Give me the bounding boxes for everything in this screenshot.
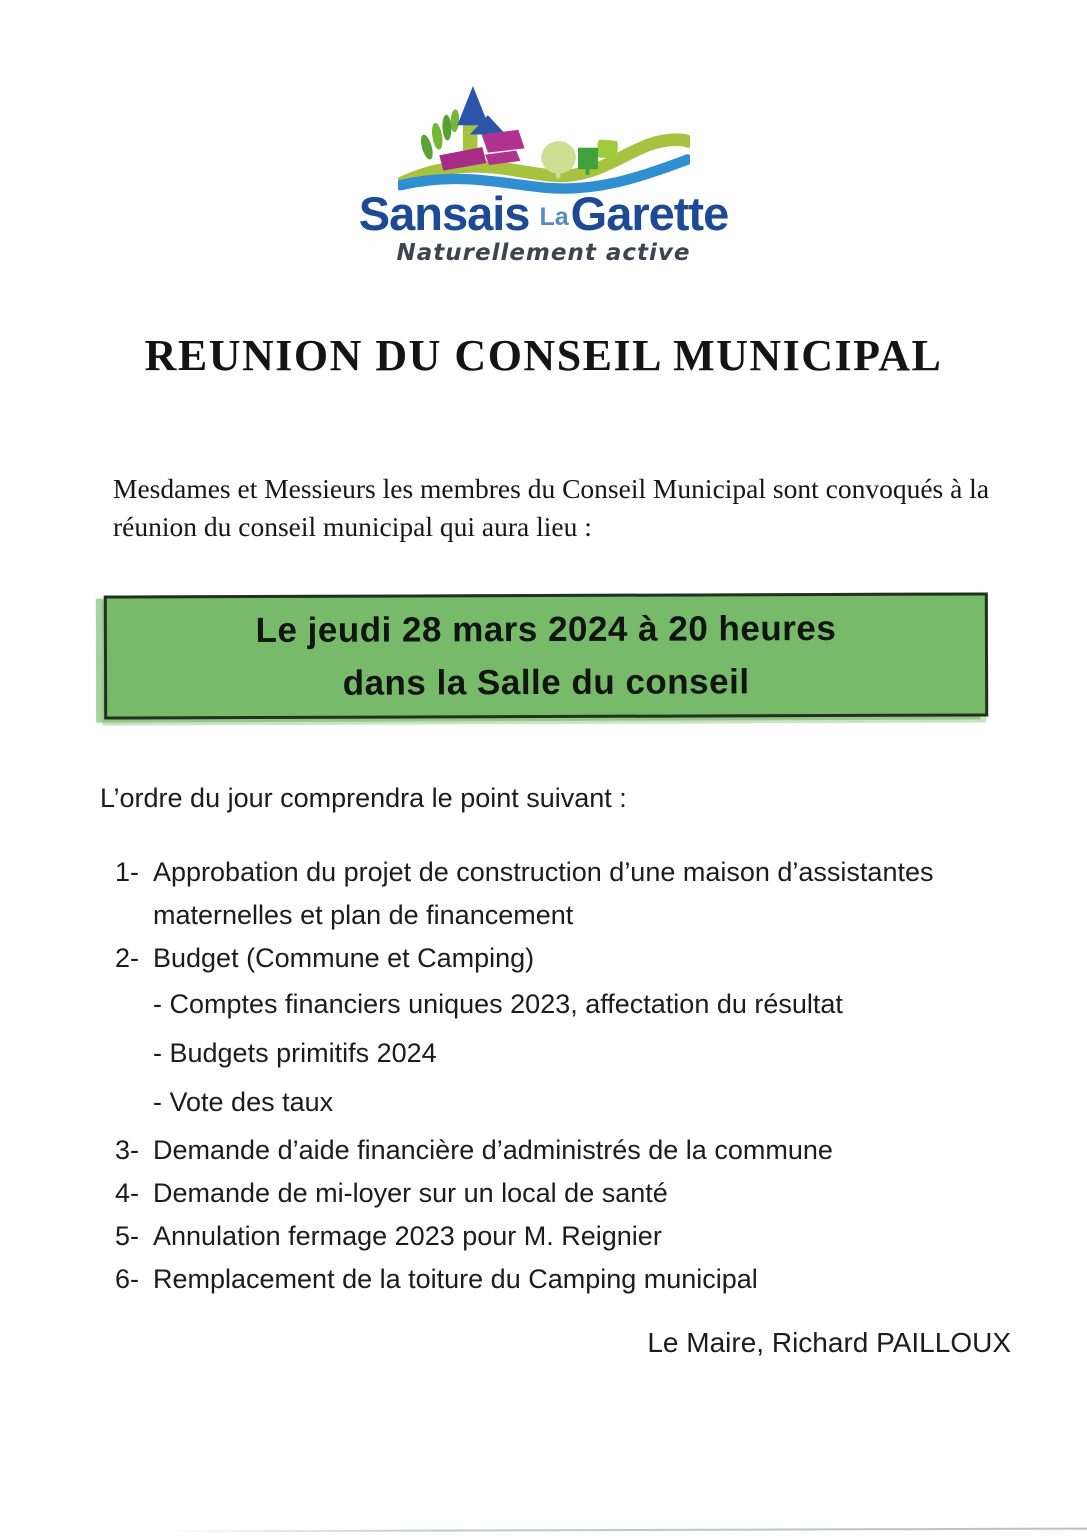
- meeting-date-line: Le jeudi 28 mars 2024 à 20 heures: [255, 608, 837, 651]
- agenda-item-5: [115, 1215, 1020, 1258]
- commune-name-part2: La: [539, 203, 569, 231]
- meeting-place-line: dans la Salle du conseil: [342, 662, 750, 703]
- agenda-item-text: Demande de mi-loyer sur un local de santé: [153, 1178, 668, 1208]
- agenda-item-number: 3-: [115, 1135, 140, 1165]
- agenda-subitem-2b: - Budgets primitifs 2024: [153, 1038, 437, 1068]
- agenda-subitem-2c: - Vote des taux: [153, 1087, 334, 1117]
- commune-logo: [0, 68, 1087, 266]
- mayor-signature: Le Maire, Richard PAILLOUX: [647, 1327, 1011, 1358]
- scan-artifact-line: [168, 1528, 1087, 1533]
- commune-tagline: Naturellement active: [396, 240, 691, 266]
- agenda-item-number: 5-: [115, 1221, 140, 1251]
- agenda-item-text: Annulation fermage 2023 pour M. Reignier: [153, 1221, 662, 1251]
- agenda-intro: L’ordre du jour comprendra le point suivant :: [100, 783, 627, 813]
- agenda-item-6: [115, 1258, 1020, 1301]
- agenda-item-number: 1-: [115, 857, 140, 887]
- agenda-subitem-2a: - Comptes financiers uniques 2023, affectation du résultat: [153, 989, 843, 1019]
- intro-paragraph: Mesdames et Messieurs les membres du Conseil Municipal sont convoqués à la réunion du conseil municipal qui aura lieu :: [113, 473, 990, 542]
- agenda-item-2: [115, 937, 1020, 980]
- commune-name-part1: Sansais: [358, 187, 530, 240]
- agenda-item-4: [115, 1172, 1020, 1215]
- commune-name: [0, 187, 1087, 240]
- document-title: REUNION DU CONSEIL MUNICIPAL: [144, 331, 943, 380]
- meeting-date-banner: [104, 592, 988, 719]
- agenda-item-number: 2-: [115, 943, 140, 973]
- agenda-item-number: 4-: [115, 1178, 140, 1208]
- agenda-list: [115, 851, 1020, 1301]
- agenda-item-1: [115, 851, 1020, 937]
- commune-name-part3: Garette: [570, 187, 729, 240]
- agenda-item-number: 6-: [115, 1264, 140, 1294]
- agenda-item-text: Demande d’aide financière d’administrés de la commune: [153, 1135, 833, 1165]
- agenda-item-text: Remplacement de la toiture du Camping municipal: [153, 1264, 758, 1294]
- agenda-item-3: [115, 1129, 1020, 1172]
- agenda-item-text: Approbation du projet de construction d’une maison d’assistantes maternelles et plan de financement: [153, 857, 934, 930]
- agenda-item-text: Budget (Commune et Camping): [153, 943, 535, 973]
- village-church-trees-hill-river-icon: [398, 68, 690, 198]
